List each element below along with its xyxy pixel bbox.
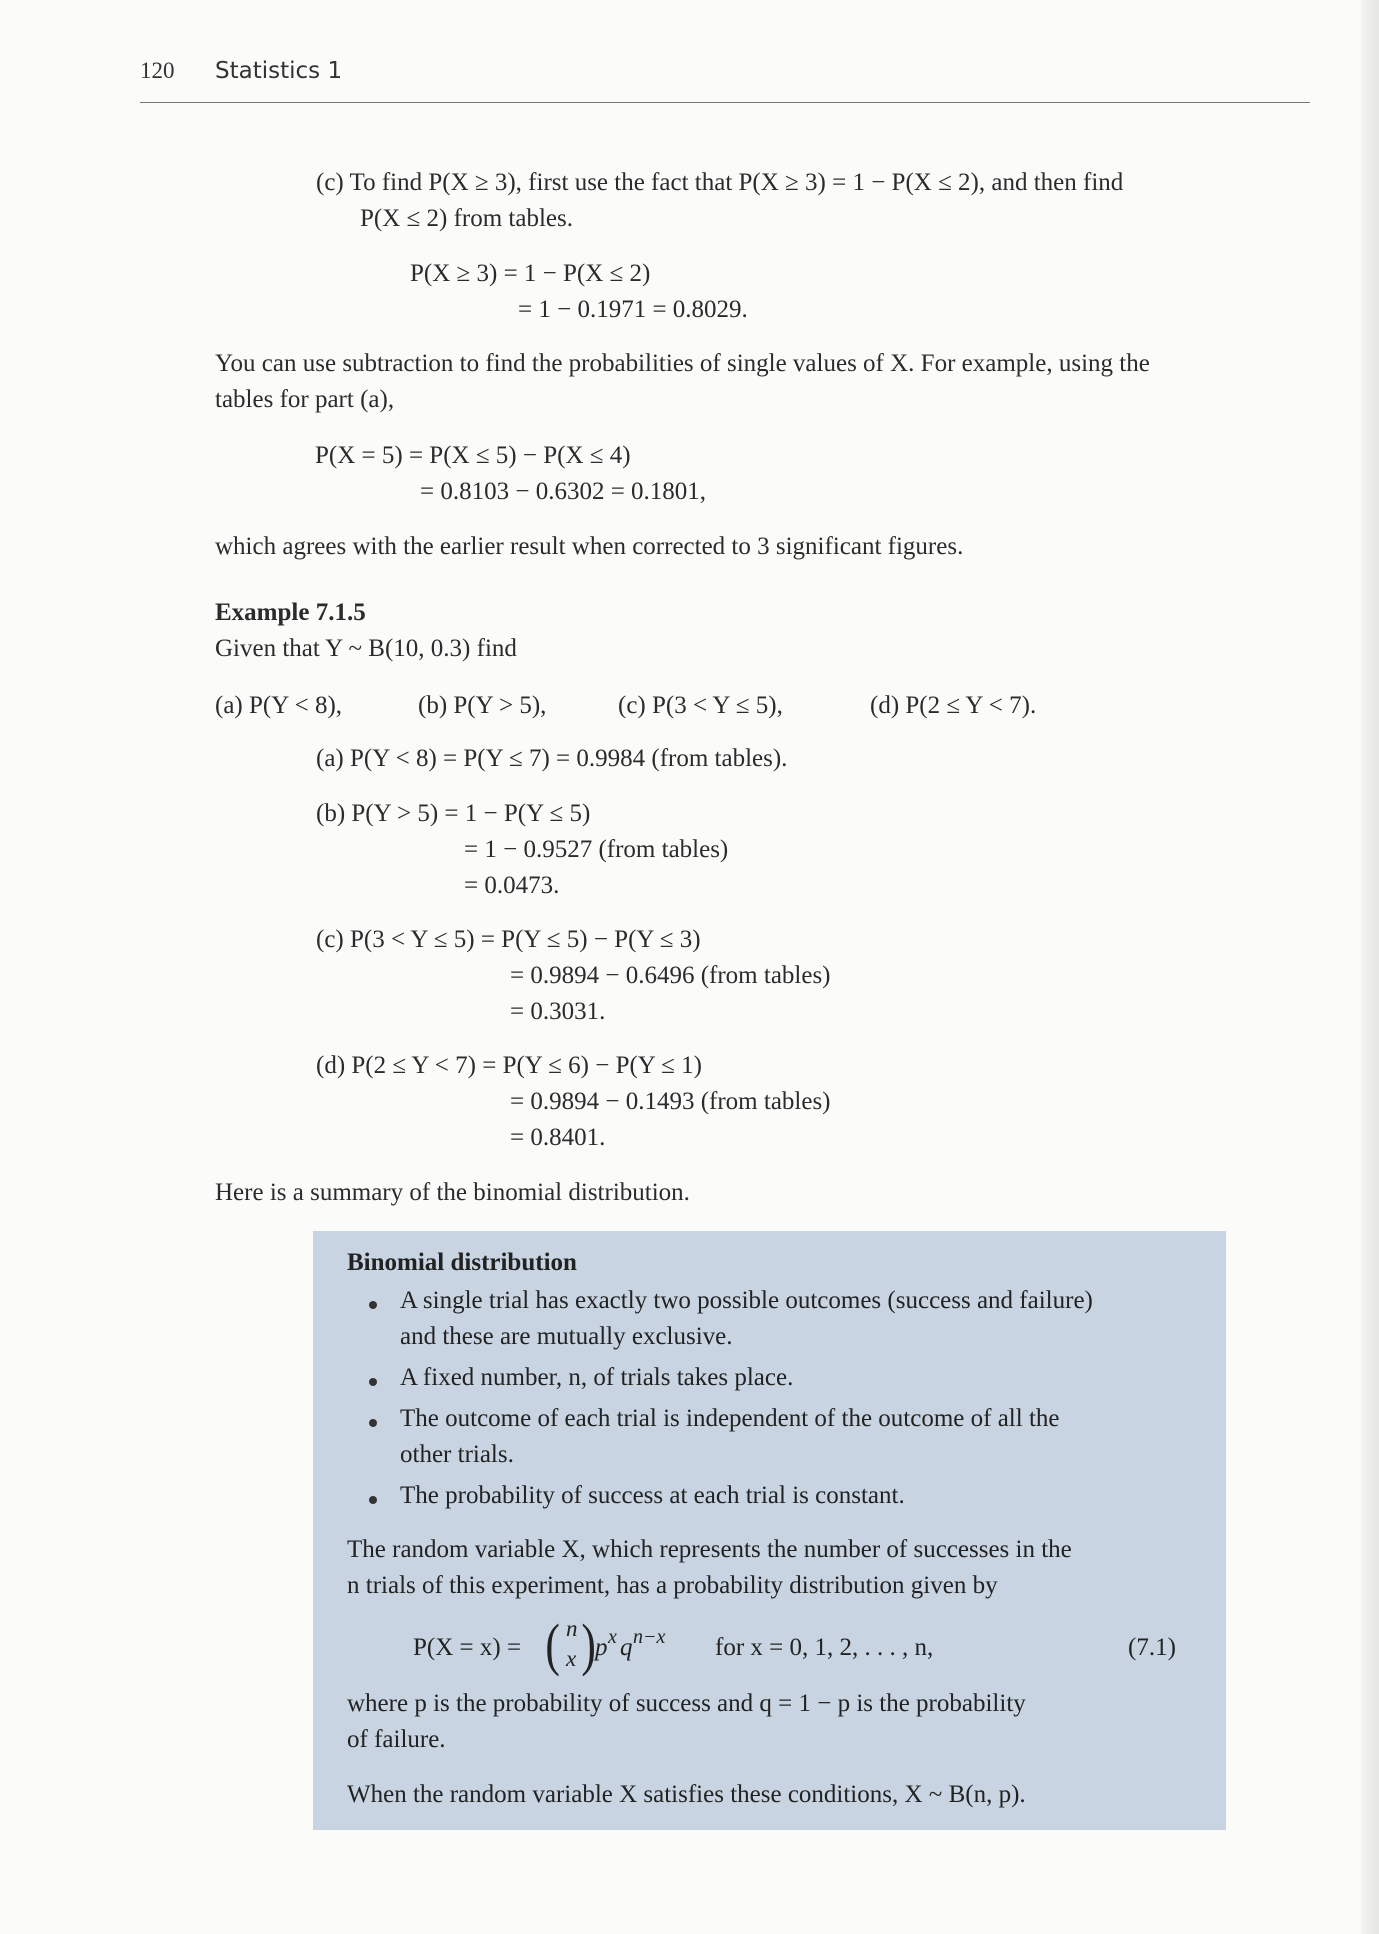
bullet-dot-1 — [369, 1301, 377, 1309]
formula-p: p — [595, 1634, 608, 1661]
page-number: 120 — [140, 58, 175, 83]
left-paren: ( — [545, 1612, 560, 1677]
formula-q-exponent: n−x — [633, 1626, 666, 1648]
bullet-2-line-1: A fixed number, n, of trials takes place. — [400, 1364, 794, 1391]
solution-c-line-3: = 0.3031. — [510, 998, 606, 1025]
example-title: Example 7.1.5 — [215, 599, 366, 626]
box-para1-line-2: n trials of this experiment, has a probability distribution given by — [347, 1572, 998, 1599]
formula-number: (7.1) — [1128, 1634, 1176, 1661]
page-edge-shadow — [1361, 0, 1379, 1934]
example-part-a: (a) P(Y < 8), — [215, 692, 343, 719]
formula-lhs: P(X = x) = — [413, 1634, 522, 1661]
summary-intro: Here is a summary of the binomial distribution. — [215, 1179, 690, 1206]
subtraction-conclusion: which agrees with the earlier result when corrected to 3 significant figures. — [215, 533, 964, 560]
solution-c-line-1: (c) P(3 < Y ≤ 5) = P(Y ≤ 5) − P(Y ≤ 3) — [316, 926, 701, 953]
bullet-1-line-1: A single trial has exactly two possible outcomes (success and failure) — [400, 1287, 1093, 1314]
box-para1-line-1: The random variable X, which represents the number of successes in the — [347, 1536, 1072, 1563]
bullet-4-line-1: The probability of success at each trial is constant. — [400, 1482, 905, 1509]
formula-condition: for x = 0, 1, 2, . . . , n, — [715, 1634, 934, 1661]
subtraction-line-2: tables for part (a), — [215, 386, 395, 413]
solution-b-line-1: (b) P(Y > 5) = 1 − P(Y ≤ 5) — [316, 800, 591, 827]
page-header — [140, 58, 1310, 103]
bullet-dot-2 — [369, 1378, 377, 1386]
subtraction-eq-2: = 0.8103 − 0.6302 = 0.1801, — [420, 478, 707, 505]
part-c-line-1: (c) To find P(X ≥ 3), first use the fact that P(X ≥ 3) = 1 − P(X ≤ 2), and then find — [316, 169, 1124, 196]
solution-c-line-2: = 0.9894 − 0.6496 (from tables) — [510, 962, 831, 989]
bullet-dot-4 — [369, 1496, 377, 1504]
bullet-dot-3 — [369, 1419, 377, 1427]
running-head: Statistics 1 — [215, 58, 343, 84]
example-part-b: (b) P(Y > 5), — [418, 692, 547, 719]
binomial-summary-box — [313, 1231, 1226, 1830]
binom-bottom: x — [566, 1646, 577, 1671]
solution-a: (a) P(Y < 8) = P(Y ≤ 7) = 0.9984 (from tables). — [316, 745, 788, 772]
solution-d-line-3: = 0.8401. — [510, 1124, 606, 1151]
box-para2-line-2: of failure. — [347, 1726, 446, 1753]
subtraction-eq-1: P(X = 5) = P(X ≤ 5) − P(X ≤ 4) — [315, 442, 631, 469]
bullet-3-line-1: The outcome of each trial is independent of the outcome of all the — [400, 1405, 1060, 1432]
box-para2-line-1: where p is the probability of success and q = 1 − p is the probability — [347, 1690, 1026, 1717]
part-c-line-2: P(X ≤ 2) from tables. — [360, 205, 573, 232]
solution-b-line-2: = 1 − 0.9527 (from tables) — [464, 836, 729, 863]
part-c-eq-1: P(X ≥ 3) = 1 − P(X ≤ 2) — [410, 260, 651, 287]
bullet-3-line-2: other trials. — [400, 1441, 514, 1468]
example-part-c: (c) P(3 < Y ≤ 5), — [618, 692, 783, 719]
box-title: Binomial distribution — [347, 1249, 577, 1276]
subtraction-line-1: You can use subtraction to find the probabilities of single values of X. For example, using the — [215, 350, 1150, 377]
part-c-eq-2: = 1 − 0.1971 = 0.8029. — [518, 296, 748, 323]
example-statement: Given that Y ~ B(10, 0.3) find — [215, 635, 517, 662]
right-paren: ) — [581, 1612, 596, 1677]
solution-b-line-3: = 0.0473. — [464, 872, 560, 899]
formula-q: q — [620, 1634, 633, 1661]
binom-top: n — [566, 1616, 578, 1641]
example-part-d: (d) P(2 ≤ Y < 7). — [870, 692, 1037, 719]
bullet-1-line-2: and these are mutually exclusive. — [400, 1323, 733, 1350]
solution-d-line-1: (d) P(2 ≤ Y < 7) = P(Y ≤ 6) − P(Y ≤ 1) — [316, 1052, 702, 1079]
box-para3: When the random variable X satisfies these conditions, X ~ B(n, p). — [347, 1781, 1026, 1808]
formula-p-exponent: x — [608, 1626, 617, 1648]
solution-d-line-2: = 0.9894 − 0.1493 (from tables) — [510, 1088, 831, 1115]
